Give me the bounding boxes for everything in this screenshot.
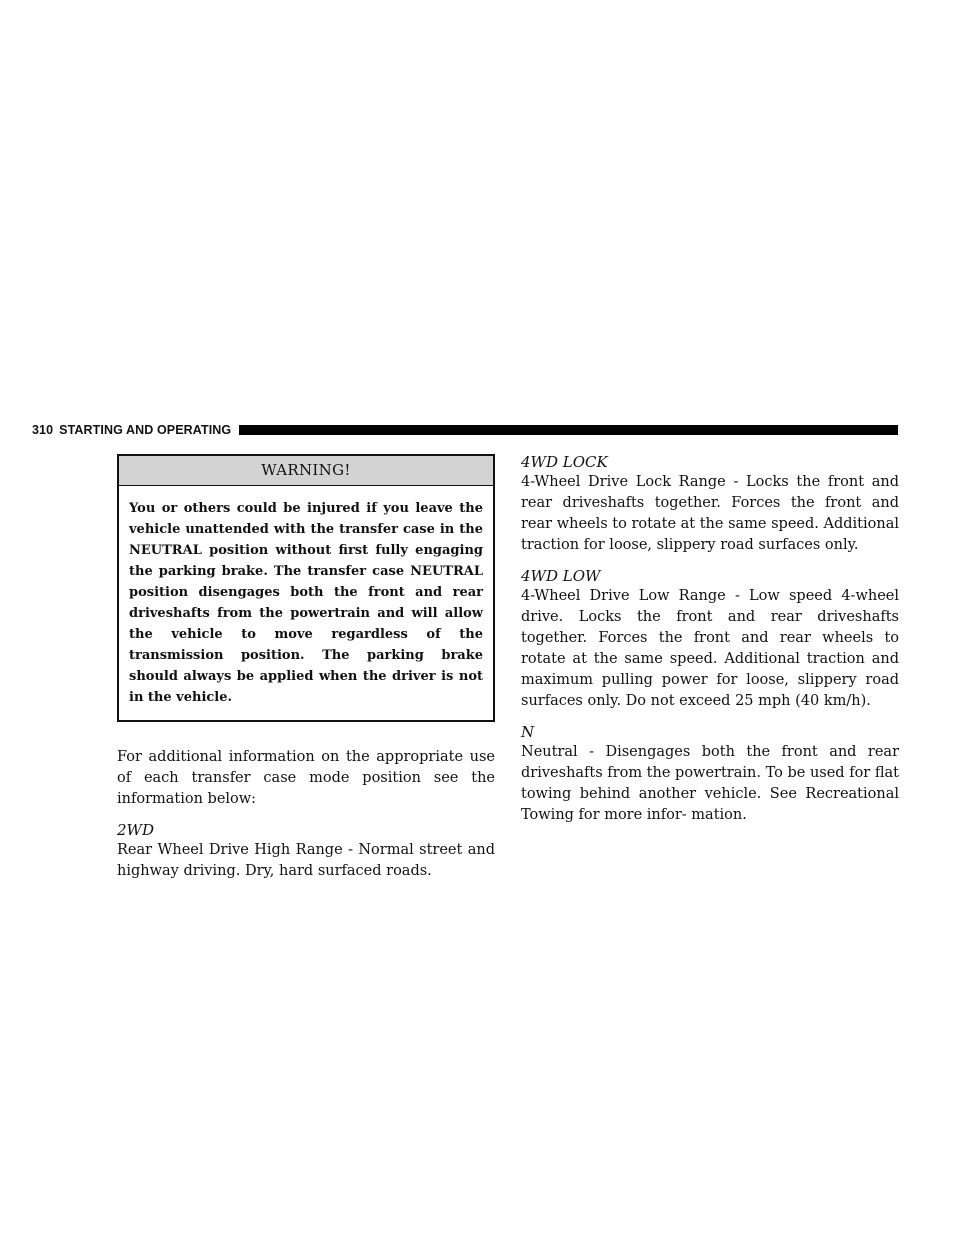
mode-description-4wd-lock: 4-Wheel Drive Lock Range - Locks the front and rear driveshafts together. Forces the front and rear wheels to rotate at the same speed. Additional traction for loose, slippery road surfaces only.: [521, 474, 899, 553]
page-number: 310: [32, 423, 54, 437]
page-header: [32, 423, 898, 437]
section-title: STARTING AND OPERATING: [59, 423, 232, 437]
mode-label-4wd-lock: 4WD LOCK: [521, 453, 608, 471]
warning-title: WARNING!: [119, 456, 493, 486]
warning-text: You or others could be injured if you leave the vehicle unattended with the transfer case in the NEUTRAL position without first fully engaging the parking brake. The transfer case NEUTRAL position disengages both the front and rear driveshafts from the powertrain and will allow the vehicle to move regardless of the transmission position. The parking brake should always be applied when the driver is not in the vehicle.: [129, 501, 483, 705]
mode-label-4wd-low: 4WD LOW: [521, 567, 601, 585]
mode-label-2wd: 2WD: [117, 821, 154, 839]
mode-description-4wd-low: 4-Wheel Drive Low Range - Low speed 4-wheel drive. Locks the front and rear driveshafts together. Forces the front and rear wheels to rotate at the same speed. Additional traction and maximum pulling power for loose, slippery road surfaces only. Do not exceed 25 mph (40 km/h).: [521, 588, 899, 709]
mode-label-neutral: N: [521, 723, 535, 741]
mode-description-neutral: Neutral - Disengages both the front and rear driveshafts from the powertrain. To be used for flat towing behind another vehicle. See Recreational Towing for more infor- mation.: [521, 744, 899, 823]
header-rule: [239, 425, 898, 435]
mode-description-2wd: Rear Wheel Drive High Range - Normal street and highway driving. Dry, hard surfaced roads.: [117, 842, 495, 879]
left-column: [117, 454, 495, 882]
right-column: [521, 452, 899, 826]
warning-box: [117, 454, 495, 722]
intro-paragraph: For additional information on the appropriate use of each transfer case mode position see the information below:: [117, 749, 495, 807]
